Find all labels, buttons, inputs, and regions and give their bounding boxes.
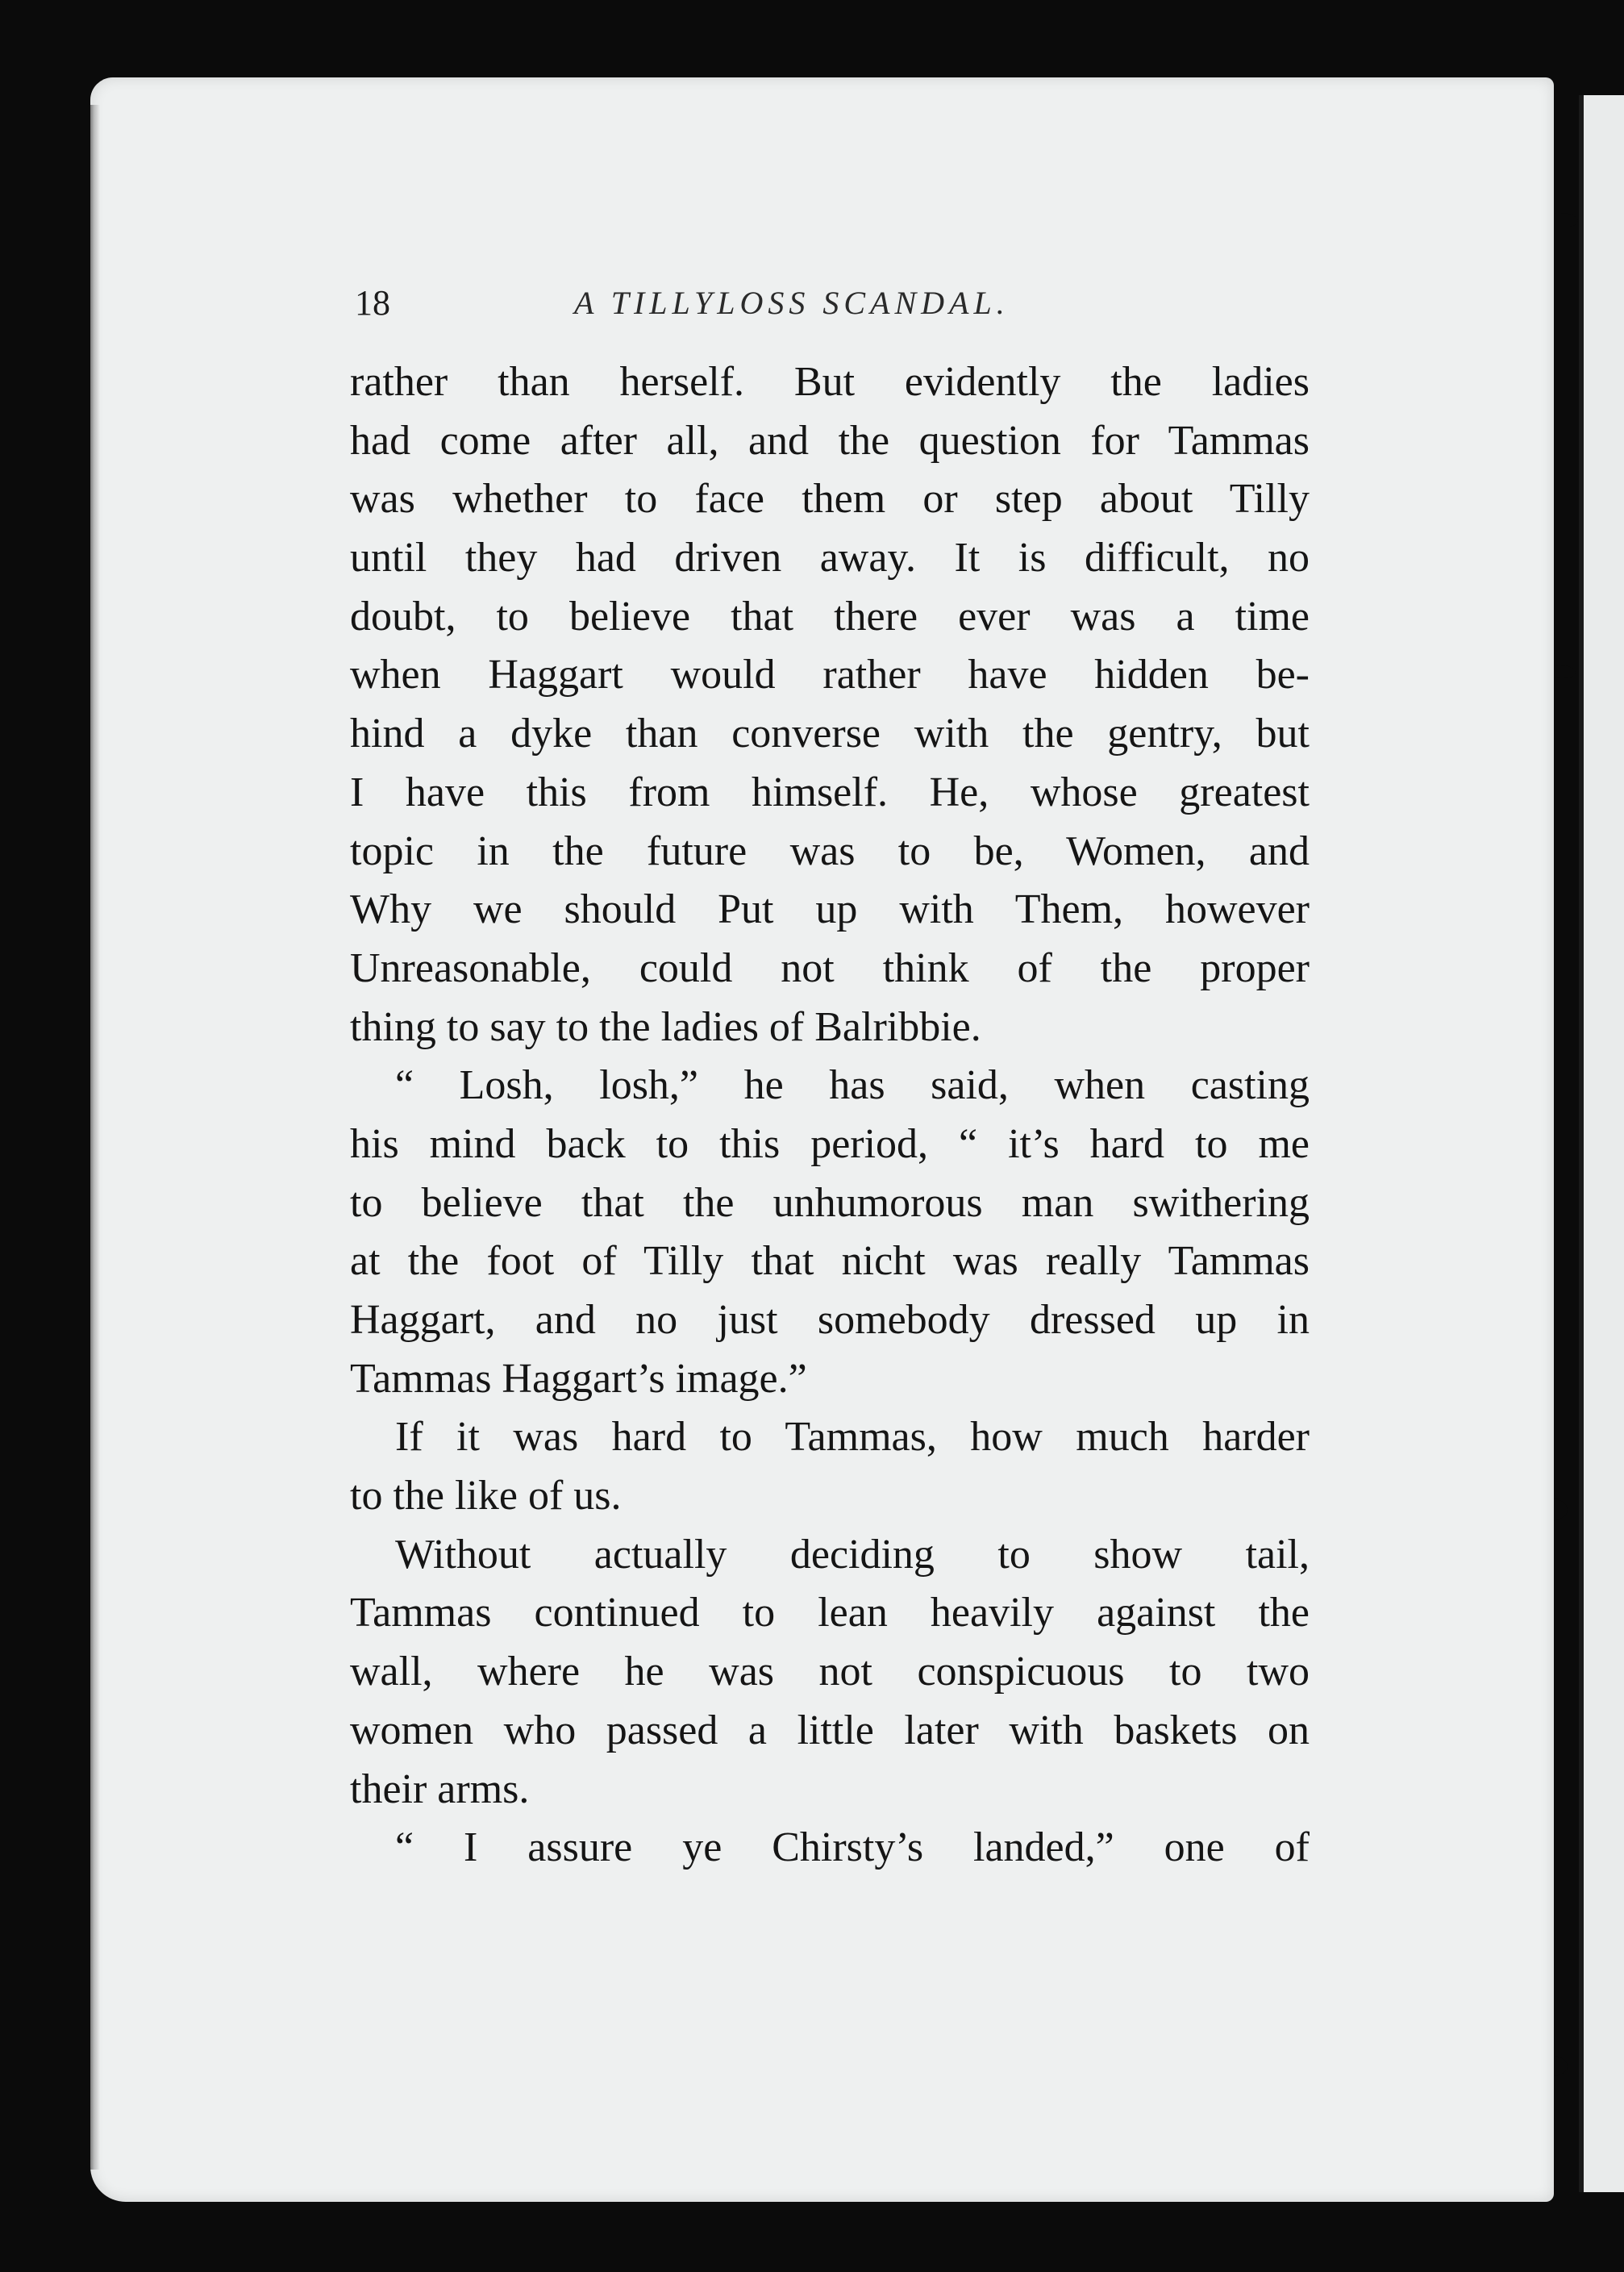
text-line: I have this from himself. He, whose greatest xyxy=(350,769,1310,815)
text-line: his mind back to this period, “ it’s hard to me xyxy=(350,1120,1310,1167)
text-line: thing to say to the ladies of Balribbie. xyxy=(350,1003,981,1050)
text-line: to the like of us. xyxy=(350,1473,622,1520)
text-line: women who passed a little later with baskets on xyxy=(350,1707,1310,1753)
text-line: was whether to face them or step about Tilly xyxy=(350,476,1310,523)
text-line: when Haggart would rather have hidden be- xyxy=(350,652,1310,698)
adjacent-page-edge xyxy=(1579,95,1624,2192)
text-line: topic in the future was to be, Women, and xyxy=(350,828,1310,874)
running-head: A TILLYLOSS SCANDAL. xyxy=(574,285,1010,321)
text-line: Why we should Put up with Them, however xyxy=(350,886,1310,933)
body-text xyxy=(350,353,1310,1878)
text-line: hind a dyke than converse with the gentry, but xyxy=(350,711,1310,757)
text-line: Haggart, and no just somebody dressed up in xyxy=(350,1297,1310,1343)
text-line: to believe that the unhumorous man swithering xyxy=(350,1179,1310,1226)
text-line: Tammas Haggart’s image.” xyxy=(350,1355,807,1402)
text-line: doubt, to believe that there ever was a time xyxy=(350,593,1310,640)
text-line: their arms. xyxy=(350,1765,530,1812)
text-line: Unreasonable, could not think of the proper xyxy=(350,944,1310,991)
text-line: “ I assure ye Chirsty’s landed,” one of xyxy=(395,1824,1310,1871)
text-line: rather than herself. But evidently the ladies xyxy=(350,359,1310,405)
page-header xyxy=(355,279,1484,327)
text-line: Without actually deciding to show tail, xyxy=(395,1531,1310,1578)
text-line: had come after all, and the question for Tammas xyxy=(350,417,1310,464)
text-line: until they had driven away. It is difficult, no xyxy=(350,535,1310,582)
page-number: 18 xyxy=(355,283,390,323)
text-line: Tammas continued to lean heavily against the xyxy=(350,1590,1310,1636)
text-line: “ Losh, losh,” he has said, when casting xyxy=(395,1062,1310,1109)
text-line: If it was hard to Tammas, how much harder xyxy=(395,1414,1310,1461)
text-line: at the foot of Tilly that nicht was really Tammas xyxy=(350,1238,1310,1285)
text-line: wall, where he was not conspicuous to two xyxy=(350,1649,1310,1695)
page-spine-shadow xyxy=(90,105,100,2170)
